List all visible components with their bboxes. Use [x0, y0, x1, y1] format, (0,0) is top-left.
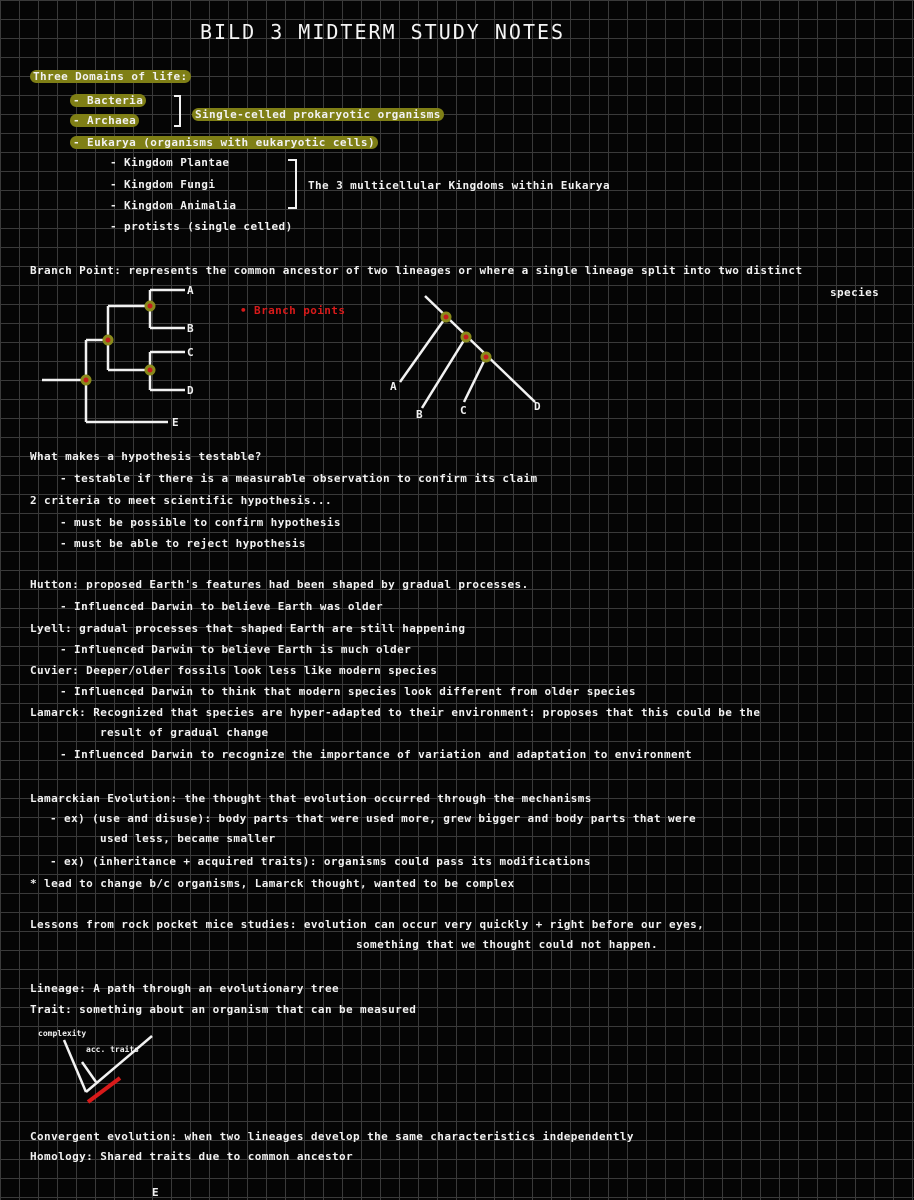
tree2-label-d: D: [534, 400, 541, 413]
tree2-label-a: A: [390, 380, 397, 393]
hypothesis-answer: - testable if there is a measurable observation to confirm its claim: [60, 472, 538, 485]
hypothesis-criteria: 2 criteria to meet scientific hypothesis...: [30, 494, 332, 507]
tree2-label-b: B: [416, 408, 423, 421]
lamarck-influence: - Influenced Darwin to recognize the importance of variation and adaptation to environment: [60, 748, 693, 761]
domain-eukarya: - Eukarya (organisms with eukaryotic cells): [70, 136, 378, 150]
homology: Homology: Shared traits due to common ancestor: [30, 1150, 354, 1163]
hypothesis-question: What makes a hypothesis testable?: [30, 450, 262, 463]
lineage-definition: Lineage: A path through an evolutionary tree: [30, 982, 339, 995]
tree1-label-b: B: [187, 322, 194, 335]
trait-diagram-label-2: acc. traits: [86, 1045, 139, 1054]
branch-points-legend: • Branch points: [240, 304, 346, 317]
hutton-influence: - Influenced Darwin to believe Earth was older: [60, 600, 384, 613]
domains-heading: Three Domains of life:: [30, 70, 191, 84]
domain-bracket: [172, 94, 184, 128]
tree1-label-c: C: [187, 346, 194, 359]
cladogram-bracket-tree: [40, 280, 210, 440]
domain-archaea: - Archaea: [70, 114, 139, 128]
lyell-line: Lyell: gradual processes that shaped Earth are still happening: [30, 622, 466, 635]
kingdom-fungi: - Kingdom Fungi: [110, 178, 216, 191]
hypothesis-criterion-1: - must be possible to confirm hypothesis: [60, 516, 341, 529]
kingdom-plantae: - Kingdom Plantae: [110, 156, 230, 169]
kingdom-animalia: - Kingdom Animalia: [110, 199, 237, 212]
tree1-label-d: D: [187, 384, 194, 397]
cladogram-diagonal-tree: [380, 290, 550, 420]
protists-item: - protists (single celled): [110, 220, 293, 233]
tree1-label-e: E: [172, 416, 179, 429]
page-title: BILD 3 MIDTERM STUDY NOTES: [200, 20, 566, 44]
hutton-line: Hutton: proposed Earth's features had been shaped by gradual processes.: [30, 578, 529, 591]
trait-diagram: [34, 1022, 174, 1112]
branch-point-line2: species: [830, 286, 880, 299]
domain-bacteria: - Bacteria: [70, 94, 146, 108]
lamarckian-example-2: - ex) (inheritance + acquired traits): organisms could pass its modifications: [50, 855, 591, 868]
trait-diagram-label-1: complexity: [38, 1029, 87, 1038]
trait-definition: Trait: something about an organism that can be measured: [30, 1003, 417, 1016]
lamarckian-evolution: Lamarckian Evolution: the thought that evolution occurred through the mechanisms: [30, 792, 592, 805]
footer-mark: E: [152, 1186, 160, 1199]
lessons-line2: something that we thought could not happen.: [356, 938, 658, 951]
branch-point-line1: Branch Point: represents the common ancestor of two lineages or where a single lineage split into two distinct: [30, 264, 803, 277]
lamarckian-example-1-cont: used less, became smaller: [100, 832, 276, 845]
tree2-label-c: C: [460, 404, 467, 417]
lamarckian-example-1: - ex) (use and disuse): body parts that were used more, grew bigger and body parts that were: [50, 812, 697, 825]
prokaryote-note: Single-celled prokaryotic organisms: [192, 108, 444, 122]
kingdom-bracket: [286, 158, 300, 210]
lessons-line1: Lessons from rock pocket mice studies: evolution can occur very quickly + right before our eyes,: [30, 918, 705, 931]
hypothesis-criterion-2: - must be able to reject hypothesis: [60, 537, 306, 550]
cuvier-line: Cuvier: Deeper/older fossils look less like modern species: [30, 664, 438, 677]
multicellular-note: The 3 multicellular Kingdoms within Eukarya: [308, 179, 610, 192]
lamarck-line-cont: result of gradual change: [100, 726, 269, 739]
convergent-evolution: Convergent evolution: when two lineages develop the same characteristics independently: [30, 1130, 634, 1143]
lamarckian-star-note: * lead to change b/c organisms, Lamarck thought, wanted to be complex: [30, 877, 515, 890]
tree1-label-a: A: [187, 284, 194, 297]
lamarck-line: Lamarck: Recognized that species are hyper-adapted to their environment: proposes that this could be the: [30, 706, 761, 719]
cuvier-influence: - Influenced Darwin to think that modern species look different from older species: [60, 685, 636, 698]
lyell-influence: - Influenced Darwin to believe Earth is much older: [60, 643, 412, 656]
